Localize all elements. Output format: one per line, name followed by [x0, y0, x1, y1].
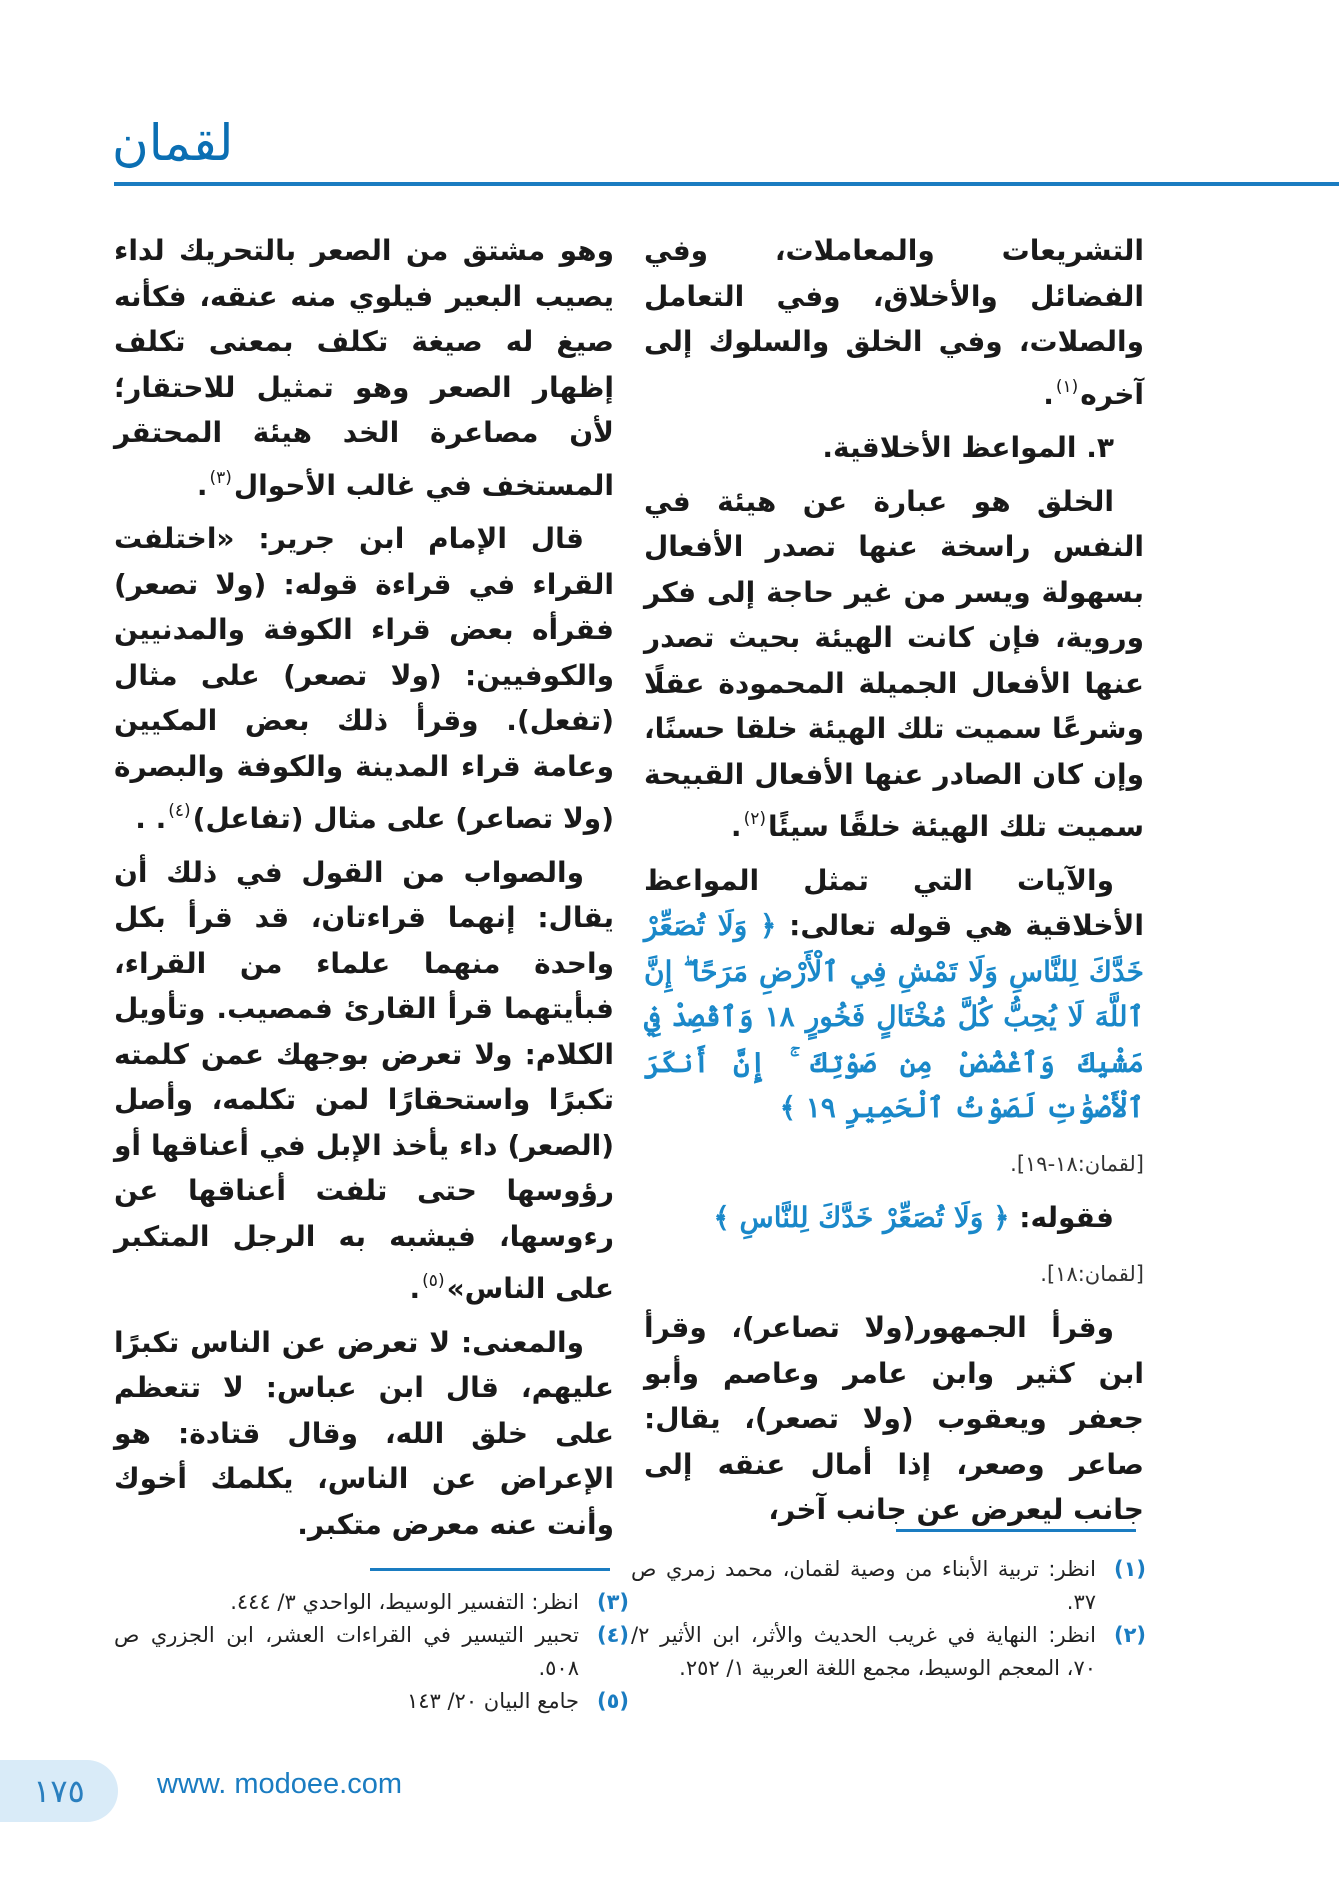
footnote-number: (١)	[1113, 1557, 1146, 1581]
footnote-text: انظر: التفسير الوسيط، الواحدي ٣/ ٤٤٤.	[230, 1590, 579, 1614]
footnote-divider	[370, 1568, 610, 1571]
paragraph: وقرأ الجمهور(ولا تصاعر)، وقرأ ابن كثير وابن عامر وعاصم وأبو جعفر ويعقوب (ولا تصعر)، يقال: صاعر وصعر، إذا أمال عنقه إلى جانب ليعرض عن جانب آخر،	[644, 1311, 1144, 1526]
footnote-ref[interactable]: (٥)	[422, 1271, 445, 1291]
footnote	[114, 1685, 629, 1718]
paragraph: والصواب من القول في ذلك أن يقال: إنهما قراءتان، قد قرأ بكل واحدة منهما علماء من القراء، فبأيتهما قرأ القارئ فمصيب. وتأويل الكلام: ولا تعرض بوجهك عمن كلمته تكبرًا واستحقارًا لمن تكلمه، وأصل (الصعر) داء يأخذ الإبل في أعناقها أو رؤوسها حتى تلفت أعناقها عن رءوسها، فيشبه به الرجل المتكبر على الناس»$^{(٥)}$.	[114, 855, 614, 1305]
quran-verse: ﴿ وَلَا تُصَعِّرْ خَدَّكَ لِلنَّاسِ ﴾	[713, 1201, 1010, 1234]
footnote-text: جامع البيان ٢٠/ ١٤٣	[406, 1689, 579, 1713]
footnote-ref[interactable]: (٣)	[209, 467, 232, 488]
section-heading: ٣. المواعظ الأخلاقية.	[822, 431, 1114, 464]
paragraph: والآيات التي تمثل المواعظ الأخلاقية هي قوله تعالى: ﴿ وَلَا تُصَعِّرْ خَدَّكَ لِلنَّاسِ وَلَا تَمْشِ فِي ٱلْأَرْضِ مَرَحًا ۖ إِنَّ ٱللَّهَ لَا يُحِبُّ كُلَّ مُخْتَالٍ فَخُورٍ ١٨ وَٱقْصِدْ فِي مَشْيِكَ وَٱغْضُضْ مِن صَوْتِكَ ۚ إِنَّ أَنكَرَ ٱلْأَصْوَٰتِ لَصَوْتُ ٱلْحَمِيرِ ١٩ ﴾	[644, 863, 1144, 1124]
header-divider	[114, 182, 1339, 186]
verse-reference: [لقمان:١٨-١٩].	[1010, 1151, 1144, 1176]
footnote-ref[interactable]: (٤)	[168, 801, 191, 821]
footnote	[114, 1619, 629, 1685]
paragraph: والمعنى: لا تعرض عن الناس تكبرًا عليهم، قال ابن عباس: لا تتعظم على خلق الله، وقال قتادة: هو الإعراض عن الناس، يكلمك أخوك وأنت عنه معرض متكبر.	[114, 1325, 614, 1541]
footnote	[631, 1553, 1146, 1619]
left-column	[114, 228, 614, 1555]
footnotes-left	[114, 1586, 629, 1718]
paragraph: وهو مشتق من الصعر بالتحريك لداء يصيب البعير فيلوي منه عنقه، فكأنه صيغ له صيغة تكلف بمعنى تكلف إظهار الصعر وهو تمثيل للاحتقار؛ لأن مصاعرة الخد هيئة المحتقر المستخف في غالب الأحوال$^{(٣)}$.	[114, 234, 614, 502]
footnote-number: (٥)	[596, 1689, 629, 1713]
paragraph: التشريعات والمعاملات، وفي الفضائل والأخلاق، وفي التعامل والصلات، وفي الخلق والسلوك إلى آخره$^{(١)}$.	[644, 234, 1144, 411]
footnote-number: (٢)	[1113, 1623, 1146, 1647]
verse-reference: [لقمان:١٨].	[1040, 1261, 1144, 1286]
footnote-number: (٤)	[596, 1623, 629, 1647]
website-link[interactable]: www. modoee.com	[157, 1768, 402, 1800]
paragraph: قال الإمام ابن جرير: «اختلفت القراء في قراءة قوله: (ولا تصعر) فقرأه بعض قراء الكوفة والمدنيين والكوفيين: (ولا تصعر) على مثال (تفعل). وقرأ ذلك بعض المكيين وعامة قراء المدينة والكوفة والبصرة (ولا تصاعر) على مثال (تفاعل)$^{(٤)}$. .	[114, 522, 614, 835]
footnote	[631, 1619, 1146, 1685]
footnote-text: انظر: تربية الأبناء من وصية لقمان، محمد زمري ص ٣٧.	[631, 1557, 1096, 1614]
footnote-ref[interactable]: (٢)	[743, 809, 766, 829]
footnote-ref[interactable]: (١)	[1055, 376, 1079, 397]
footnote-number: (٣)	[596, 1590, 629, 1614]
page-title: لقمان	[112, 114, 234, 172]
page-number: ١٧٥	[0, 1760, 118, 1822]
footnote-text: تحبير التيسير في القراءات العشر، ابن الجزري ص ٥٠٨.	[114, 1623, 579, 1680]
footnote-divider	[896, 1529, 1136, 1532]
paragraph: فقوله: ﴿ وَلَا تُصَعِّرْ خَدَّكَ لِلنَّاسِ ﴾	[713, 1201, 1114, 1234]
paragraph: الخلق هو عبارة عن هيئة في النفس راسخة عنها تصدر الأفعال بسهولة ويسر من غير حاجة إلى فكر وروية، فإن كانت الهيئة بحيث تصدر عنها الأفعال الجميلة المحمودة عقلًا وشرعًا سميت تلك الهيئة خلقا حسنًا، وإن كان الصادر عنها الأفعال القبيحة سميت تلك الهيئة خلقًا سيئًا$^{(٢)}$.	[644, 484, 1144, 843]
footnote-text: انظر: النهاية في غريب الحديث والأثر، ابن الأثير ٢/ ٧٠، المعجم الوسيط، مجمع اللغة العربية ١/ ٢٥٢.	[631, 1623, 1096, 1680]
quran-verse: ﴿ وَلَا تُصَعِّرْ خَدَّكَ لِلنَّاسِ وَلَا تَمْشِ فِي ٱلْأَرْضِ مَرَحًا ۖ إِنَّ ٱللَّهَ لَا يُحِبُّ كُلَّ مُخْتَالٍ فَخُورٍ ١٨ وَٱقْصِدْ فِي مَشْيِكَ وَٱغْضُضْ مِن صَوْتِكَ ۚ إِنَّ أَنكَرَ ٱلْأَصْوَٰتِ لَصَوْتُ ٱلْحَمِيرِ ١٩ ﴾	[644, 909, 1144, 1124]
footnote	[114, 1586, 629, 1619]
right-column	[644, 228, 1144, 1541]
footnotes-right	[631, 1553, 1146, 1685]
